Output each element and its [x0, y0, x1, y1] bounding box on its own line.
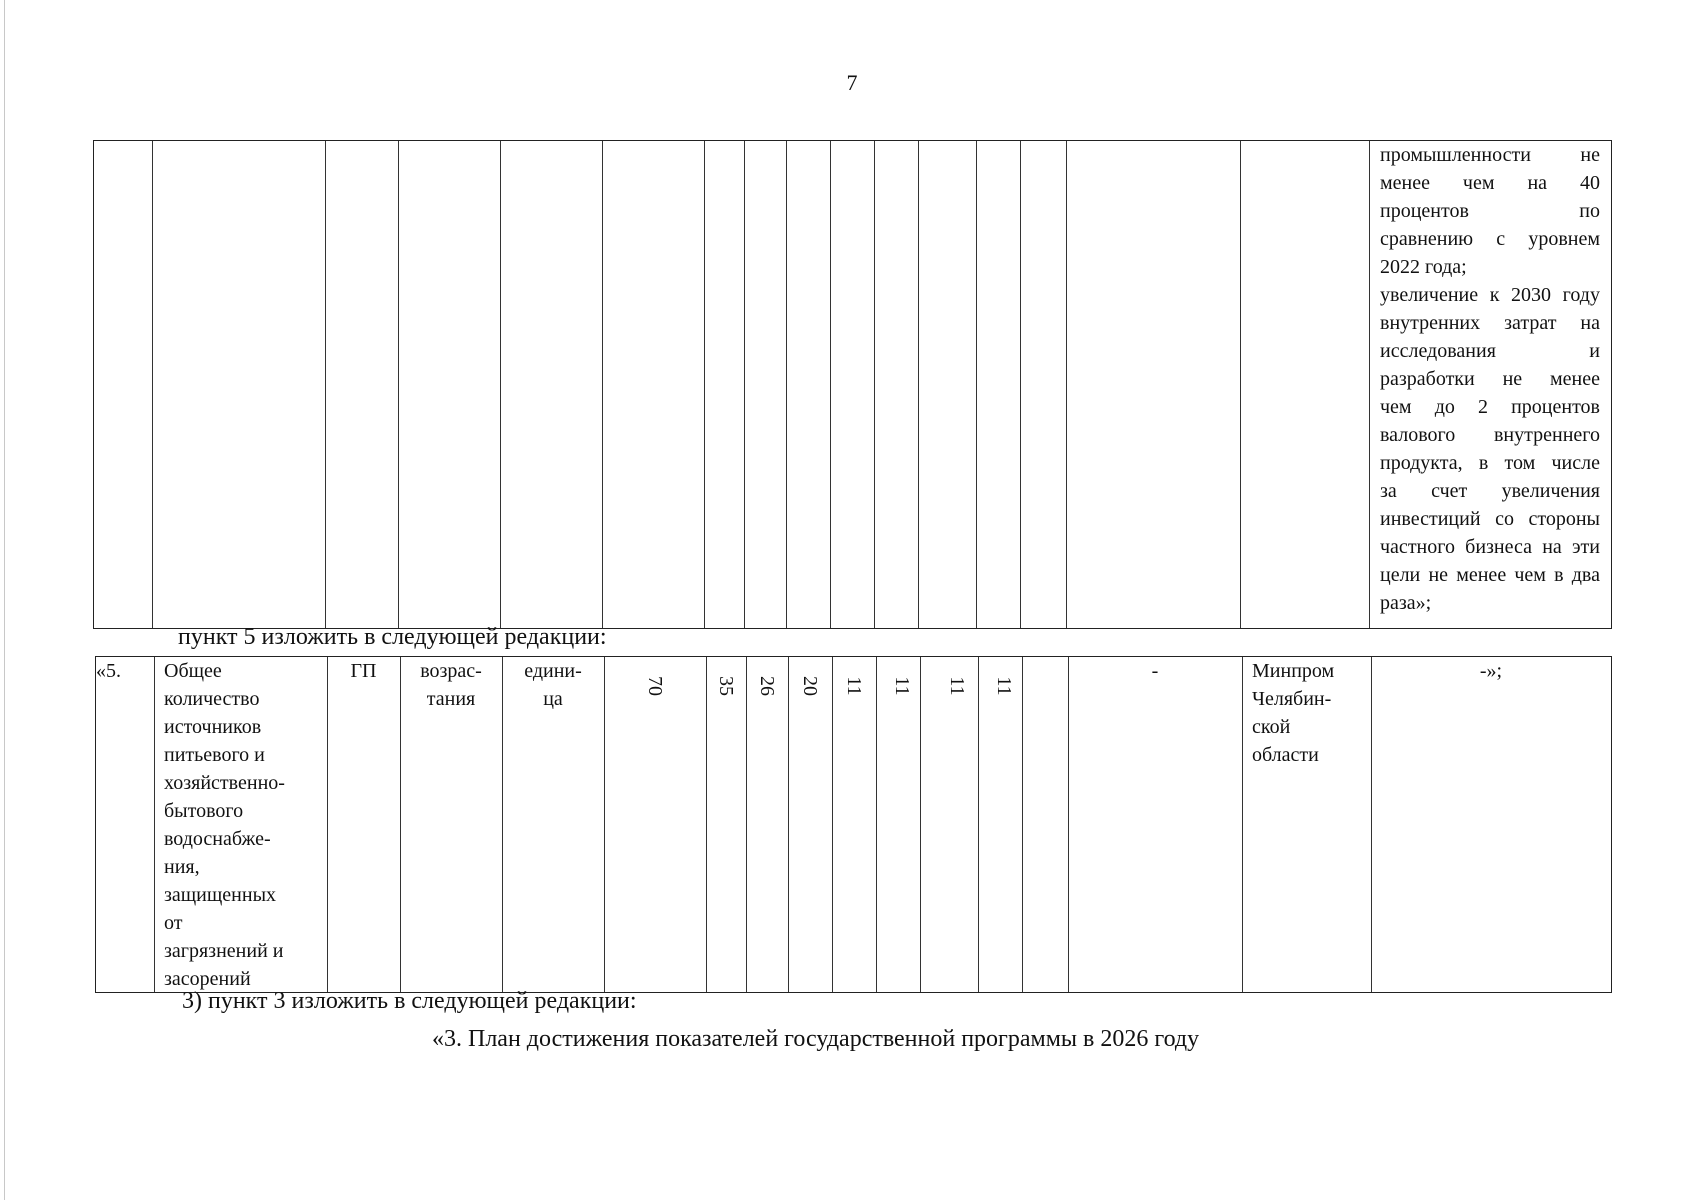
goal-line: менее чем на 40: [1380, 172, 1600, 194]
goal-line: частного бизнеса на эти: [1380, 536, 1600, 558]
goal-text-cell: [1380, 141, 1600, 617]
goal-line: разработки не менее: [1380, 368, 1600, 390]
value-cell: 11: [946, 676, 968, 696]
dash-cell: -: [1151, 660, 1159, 682]
table-continuation: [93, 140, 1612, 629]
section-heading: «3. План достижения показателей государственной программы в 2026 году: [432, 1026, 1200, 1052]
value-cell: 11: [993, 676, 1015, 696]
goal-line: за счет увеличения: [1380, 480, 1600, 502]
goal-line: увеличение к 2030 году: [1380, 284, 1600, 306]
trend-direction: возрас- тания: [420, 660, 482, 710]
instruction-point-5: пункт 5 изложить в следующей редакции:: [178, 624, 607, 650]
instruction-point-3: 3) пункт 3 изложить в следующей редакции:: [182, 988, 637, 1014]
goal-line: чем до 2 процентов: [1380, 396, 1600, 418]
value-cell: 35: [715, 676, 737, 696]
program-type: ГП: [350, 660, 377, 682]
goal-line: инвестиций со стороны: [1380, 508, 1600, 530]
page-number: 7: [846, 70, 858, 95]
goal-line: исследования и: [1380, 340, 1600, 362]
goal-line: 2022 года;: [1380, 256, 1467, 278]
goal-line: продукта, в том числе: [1380, 452, 1600, 474]
goal-line: валового внутреннего: [1380, 424, 1600, 446]
goal-line: процентов по: [1380, 200, 1600, 222]
scan-edge-line: [4, 0, 5, 1200]
value-cell: 11: [843, 676, 865, 696]
value-cell: 11: [891, 676, 913, 696]
value-cell: 70: [644, 676, 666, 696]
responsible-org: Минпром Челябин- ской области: [1252, 660, 1335, 766]
indicator-name: Общее количество источников питьевого и хозяйственно- бытового водоснабже- ния, защищенных от загрязнений и засорений: [164, 660, 285, 990]
goal-line: раза»;: [1380, 592, 1432, 614]
goal-line: цели не менее чем в два: [1380, 564, 1600, 586]
goal-line: промышленности не: [1380, 144, 1600, 166]
goal-line: сравнению с уровнем: [1380, 228, 1600, 250]
closing-cell: -»;: [1479, 660, 1503, 682]
row-number: «5.: [96, 660, 121, 682]
goal-line: внутренних затрат на: [1380, 312, 1600, 334]
measure-unit: едини- ца: [524, 660, 582, 710]
value-cell: 26: [756, 676, 778, 696]
table-row-5: [95, 656, 1612, 993]
value-cell: 20: [799, 676, 821, 696]
